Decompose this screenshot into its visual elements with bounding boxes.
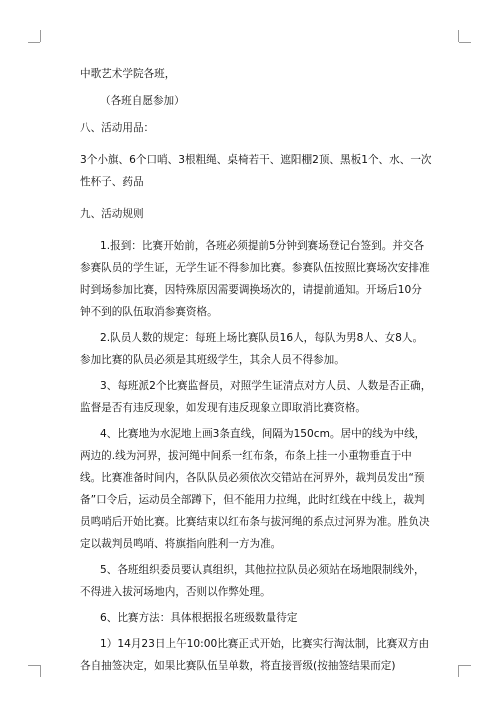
section-heading-rules: 九、活动规则: [80, 208, 144, 220]
rule-team-size: 2.队员人数的规定：每班上场比赛队员16人，每队为男8人、女8人。参加比赛的队员必须是其班级学生，其余人员不得参加。: [80, 332, 424, 366]
supplies-list: 3个小旗、6个口哨、3根粗绳、桌椅若干、遮阳棚2顶、黑板1个、水、一次性杯子、药品: [80, 154, 432, 188]
rule-field: 4、比赛地为水泥地上画3条直线，间隔为150cm。居中的线为中线，两边的.线为河界，拔河绳中间系一红布条，布条上挂一小重物垂直于中线。比赛准备时间内，各队队员必须依次交错站在河界外，裁判员发出“预备”口令后，运动员全部蹲下，但不能用力拉绳，此时红线在中线上，裁判员鸣哨后开始比赛。比赛结束以红布条与拔河绳的系点过河界为准。胜负决定以裁判员鸣哨、将旗指向胜利一方为准。: [80, 428, 430, 550]
participation-note: （各班自愿参加）: [100, 95, 185, 107]
section-heading-supplies: 八、活动用品：: [80, 122, 155, 134]
rule-supervisors: 3、每班派2个比赛监督员，对照学生证清点对方人员、人数是否正确，监督是否有违反现象，如发现有违反现象立即取消比赛资格。: [80, 380, 432, 414]
rule-method: 6、比赛方法：具体根据报名班级数量待定: [100, 612, 298, 624]
rule-cheerleaders: 5、各班组织委员要认真组织，其他拉拉队员必须站在场地限制线外，不得进入拔河场地内，否则以作弊处理。: [80, 564, 425, 598]
recipient-line: 中歌艺术学院各班，: [80, 68, 176, 80]
document-body: [80, 63, 432, 677]
rule-registration: 1.报到：比赛开始前，各班必须提前5分钟到赛场登记台签到。并交各参赛队员的学生证，无学生证不得参加比赛。参赛队伍按照比赛场次安排准时到场参加比赛，因特殊原因需要调换场次的，请提前通知。开场后10分钟不到的队伍取消参赛资格。: [80, 240, 430, 318]
rule-schedule: 1）14月23日上午10:00比赛正式开始，比赛实行淘汰制，比赛双方由各自抽签决定，如果比赛队伍呈单数，将直接晋级(按抽签结果而定): [80, 638, 430, 672]
